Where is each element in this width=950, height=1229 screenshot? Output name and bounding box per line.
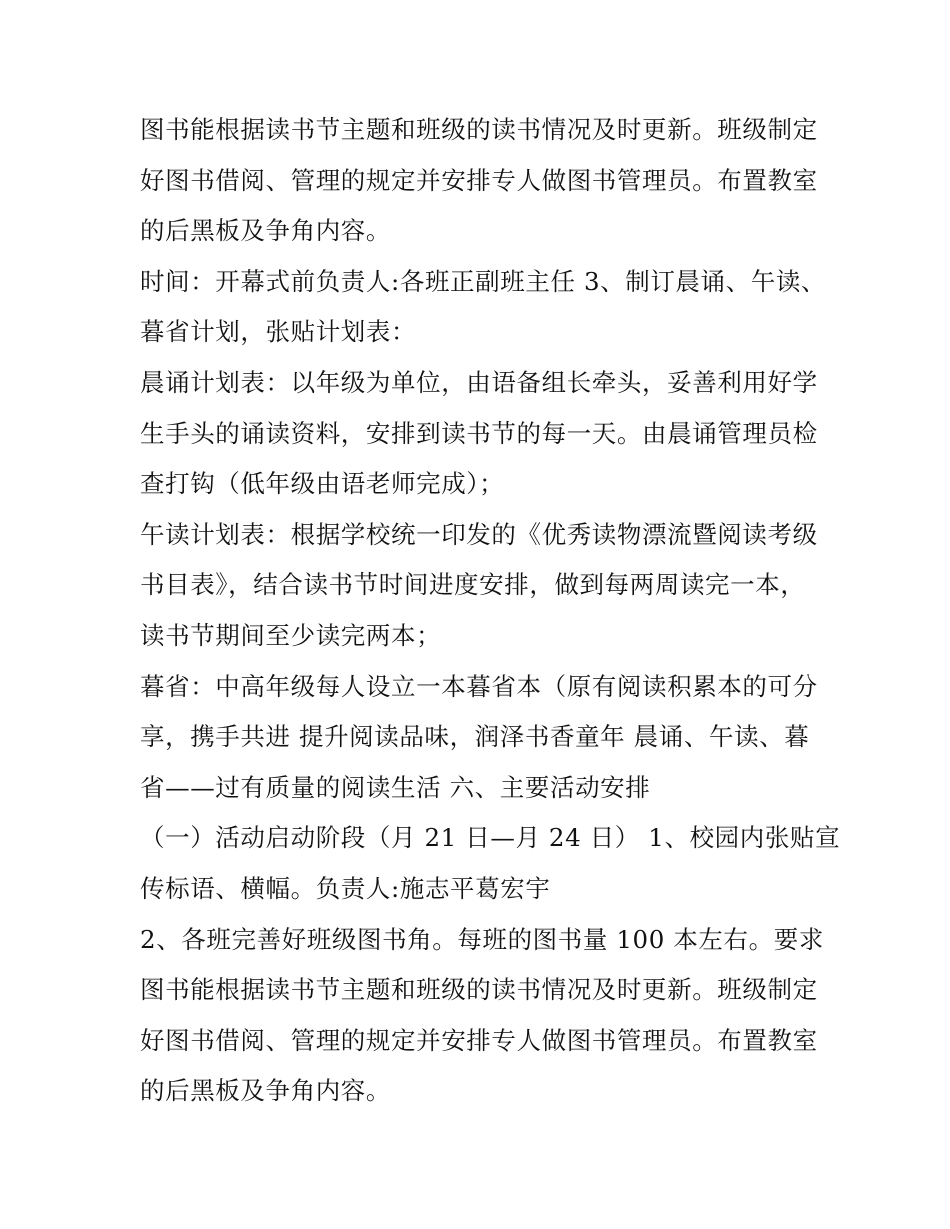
text-line: 暮省：中高年级每人设立一本暮省本（原有阅读积累本的可分 <box>140 671 818 701</box>
text-line: 好图书借阅、管理的规定并安排专人做图书管理员。布置教室 <box>140 1025 818 1055</box>
text-line: 生手头的诵读资料，安排到读书节的每一天。由晨诵管理员检 <box>140 418 818 448</box>
text-line: 享，携手共进 提升阅读品味，润泽书香童年 晨诵、午读、暮 <box>140 722 810 752</box>
text-line: 图书能根据读书节主题和班级的读书情况及时更新。班级制定 <box>140 115 818 144</box>
text-line: 晨诵计划表：以年级为单位，由语备组长牵头，妥善利用好学 <box>140 367 818 397</box>
text-line: 查打钩（低年级由语老师完成）； <box>140 469 505 499</box>
text-line: 午读计划表：根据学校统一印发的《优秀读物漂流暨阅读考级 <box>140 519 818 549</box>
text-line: 读书节期间至少读完两本； <box>140 620 442 650</box>
text-line: 书目表》，结合读书节时间进度安排，做到每两周读完一本， <box>140 570 806 600</box>
text-line: 的后黑板及争角内容。 <box>140 216 391 246</box>
text-line: 省——过有质量的阅读生活 六、主要活动安排 <box>140 772 651 802</box>
text-line: 暮省计划，张贴计划表： <box>140 317 417 347</box>
document-body <box>140 105 841 1117</box>
text-line: 好图书借阅、管理的规定并安排专人做图书管理员。布置教室 <box>140 165 818 195</box>
text-line: 图书能根据读书节主题和班级的读书情况及时更新。班级制定 <box>140 975 818 1005</box>
text-line: 的后黑板及争角内容。 <box>140 1076 391 1106</box>
text-line: 传标语、横幅。负责人:施志平葛宏宇 <box>140 873 551 903</box>
text-line: 2、各班完善好班级图书角。每班的图书量 100 本左右。要求 <box>140 924 824 954</box>
text-line: 时间：开幕式前负责人:各班正副班主任 3、制订晨诵、午读、 <box>140 266 827 296</box>
text-line: （一）活动启动阶段（月 21 日—月 24 日） 1、校园内张贴宣 <box>140 823 841 853</box>
